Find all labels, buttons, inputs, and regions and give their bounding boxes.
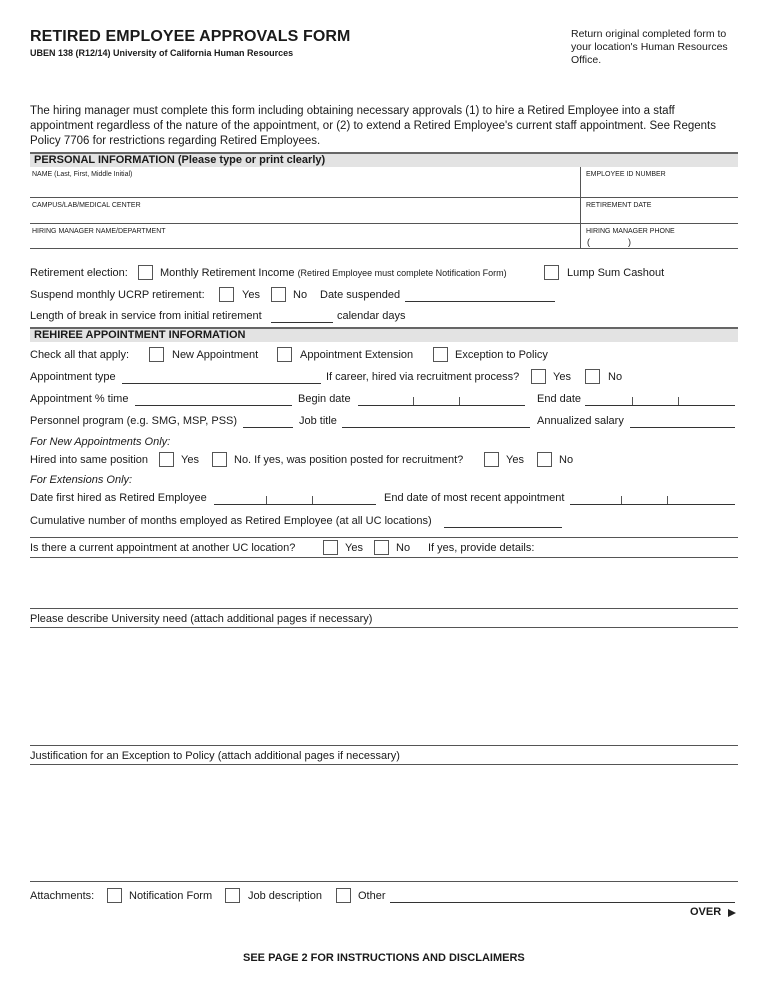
other-attachment-label: Other — [358, 890, 386, 902]
justification-field[interactable] — [30, 765, 738, 881]
manager-field[interactable] — [30, 236, 578, 248]
row-rule — [30, 745, 738, 746]
return-note: Return original completed form to your location's Human Resources Office. — [571, 28, 728, 66]
date-separator — [459, 397, 460, 405]
if-career-label: If career, hired via recruitment process? — [326, 371, 520, 383]
date-first-hired-label: Date first hired as Retired Employee — [30, 492, 207, 504]
begin-date-label: Begin date — [298, 393, 351, 405]
row-rule — [30, 608, 738, 609]
career-yes-checkbox[interactable] — [531, 369, 546, 384]
over-label: OVER — [690, 906, 722, 918]
salary-field[interactable] — [630, 427, 735, 428]
grid-row-line — [30, 223, 738, 224]
hired-same-yes-label: Yes — [181, 454, 199, 466]
check-all-label: Check all that apply: — [30, 349, 130, 361]
date-suspended-field[interactable] — [405, 301, 555, 302]
monthly-income-label: Monthly Retirement Income (Retired Employee must complete Notification Form) — [160, 267, 507, 279]
appointment-extension-checkbox[interactable] — [277, 347, 292, 362]
suspend-no-checkbox[interactable] — [271, 287, 286, 302]
date-separator — [632, 397, 633, 405]
date-separator — [667, 496, 668, 504]
appointment-pct-field[interactable] — [135, 405, 292, 406]
job-description-label: Job description — [248, 890, 322, 902]
other-attachment-field[interactable] — [390, 902, 735, 903]
posted-yes-label: Yes — [506, 454, 524, 466]
date-separator — [312, 496, 313, 504]
grid-row-line — [30, 197, 738, 198]
employee-id-label: EMPLOYEE ID NUMBER — [586, 171, 666, 178]
personnel-program-field[interactable] — [243, 427, 293, 428]
suspend-no-label: No — [293, 289, 308, 301]
grid-divider — [580, 167, 581, 248]
monthly-income-note: (Retired Employee must complete Notification Form) — [297, 268, 507, 278]
job-description-checkbox[interactable] — [225, 888, 240, 903]
personal-info-grid — [30, 167, 738, 248]
manager-label: HIRING MANAGER NAME/DEPARTMENT — [32, 228, 166, 235]
date-separator — [266, 496, 267, 504]
retirement-date-label: RETIREMENT DATE — [586, 202, 652, 209]
personnel-program-label: Personnel program (e.g. SMG, MSP, PSS) — [30, 415, 238, 427]
lump-sum-checkbox[interactable] — [544, 265, 559, 280]
intro-paragraph: The hiring manager must complete this form including obtaining necessary approvals (1) to hire a Retired Employee into a staff appointment regardless of the nature of the appointment, or (2) to extend a Retired Employee's current staff appointment. See Regents Policy 7706 for restrictions regarding Retired Employees. — [30, 105, 716, 147]
university-need-label: Please describe University need (attach additional pages if necessary) — [30, 613, 373, 625]
cumulative-label: Cumulative number of months employed as Retired Employee (at all UC locations) — [30, 515, 432, 527]
justification-label: Justification for an Exception to Policy (attach additional pages if necessary) — [30, 750, 400, 762]
appointment-extension-label: Appointment Extension — [300, 349, 414, 361]
suspend-label: Suspend monthly UCRP retirement: — [30, 289, 205, 301]
row-rule — [30, 881, 738, 882]
row-rule — [30, 537, 738, 538]
notification-form-checkbox[interactable] — [107, 888, 122, 903]
form-title: RETIRED EMPLOYEE APPROVALS FORM — [30, 28, 351, 45]
if-yes-details-label: If yes, provide details: — [428, 542, 535, 554]
appointment-type-label: Appointment type — [30, 371, 116, 383]
career-yes-label: Yes — [553, 371, 571, 383]
posted-no-label: No — [559, 454, 574, 466]
career-no-label: No — [608, 371, 623, 383]
suspend-yes-label: Yes — [242, 289, 260, 301]
grid-row-line — [30, 248, 738, 249]
job-title-field[interactable] — [342, 427, 530, 428]
campus-label: CAMPUS/LAB/MEDICAL CENTER — [32, 202, 141, 209]
posted-question-label: No. If yes, was position posted for recruitment? — [234, 454, 464, 466]
posted-no-checkbox[interactable] — [537, 452, 552, 467]
form-subtitle: UBEN 138 (R12/14) University of California Human Resources — [30, 48, 294, 58]
begin-date-field[interactable] — [358, 405, 525, 406]
lump-sum-label: Lump Sum Cashout — [567, 267, 665, 279]
other-attachment-checkbox[interactable] — [336, 888, 351, 903]
calendar-days-label: calendar days — [337, 310, 406, 322]
job-title-label: Job title — [299, 415, 337, 427]
rehiree-heading: REHIREE APPOINTMENT INFORMATION — [30, 327, 738, 342]
hired-same-yes-checkbox[interactable] — [159, 452, 174, 467]
university-need-field[interactable] — [30, 628, 738, 745]
date-separator — [413, 397, 414, 405]
exception-policy-label: Exception to Policy — [455, 349, 548, 361]
salary-label: Annualized salary — [537, 415, 624, 427]
see-page-two-note: SEE PAGE 2 FOR INSTRUCTIONS AND DISCLAIMERS — [243, 952, 525, 964]
phone-close-paren: ) — [628, 237, 631, 247]
end-recent-field[interactable] — [570, 504, 735, 505]
current-appt-details-field[interactable] — [30, 558, 738, 608]
employee-id-field[interactable] — [582, 179, 738, 197]
date-suspended-label: Date suspended — [320, 289, 401, 301]
break-service-field[interactable] — [271, 322, 333, 323]
appointment-type-field[interactable] — [122, 383, 321, 384]
date-separator — [678, 397, 679, 405]
attachments-label: Attachments: — [30, 890, 95, 902]
hired-same-no-checkbox[interactable] — [212, 452, 227, 467]
current-appt-no-checkbox[interactable] — [374, 540, 389, 555]
phone-open-paren: ( — [587, 237, 590, 247]
name-label: NAME (Last, First, Middle Initial) — [32, 171, 133, 178]
end-recent-label: End date of most recent appointment — [384, 492, 565, 504]
posted-yes-checkbox[interactable] — [484, 452, 499, 467]
suspend-yes-checkbox[interactable] — [219, 287, 234, 302]
current-appt-yes-checkbox[interactable] — [323, 540, 338, 555]
phone-label: HIRING MANAGER PHONE — [586, 228, 675, 235]
retirement-date-field[interactable] — [582, 210, 738, 223]
appointment-pct-label: Appointment % time — [30, 393, 129, 405]
hired-same-label: Hired into same position — [30, 454, 149, 466]
end-date-field[interactable] — [585, 405, 735, 406]
cumulative-field[interactable] — [444, 527, 562, 528]
career-no-checkbox[interactable] — [585, 369, 600, 384]
monthly-income-checkbox[interactable] — [138, 265, 153, 280]
campus-field[interactable] — [30, 210, 578, 223]
end-date-label: End date — [537, 393, 582, 405]
new-only-heading: For New Appointments Only: — [30, 436, 171, 448]
ext-only-heading: For Extensions Only: — [30, 474, 133, 486]
date-first-hired-field[interactable] — [214, 504, 376, 505]
new-appointment-label: New Appointment — [172, 349, 259, 361]
date-separator — [621, 496, 622, 504]
exception-policy-checkbox[interactable] — [433, 347, 448, 362]
name-field[interactable] — [30, 179, 578, 197]
new-appointment-checkbox[interactable] — [149, 347, 164, 362]
right-arrow-icon — [728, 909, 736, 917]
break-service-label: Length of break in service from initial retirement — [30, 310, 262, 322]
phone-field[interactable] — [592, 236, 738, 248]
notification-form-label: Notification Form — [129, 890, 213, 902]
current-appt-no-label: No — [396, 542, 411, 554]
current-appt-label: Is there a current appointment at another UC location? — [30, 542, 296, 554]
retirement-election-label: Retirement election: — [30, 267, 128, 279]
personal-info-heading: PERSONAL INFORMATION (Please type or print clearly) — [30, 152, 738, 167]
current-appt-yes-label: Yes — [345, 542, 363, 554]
